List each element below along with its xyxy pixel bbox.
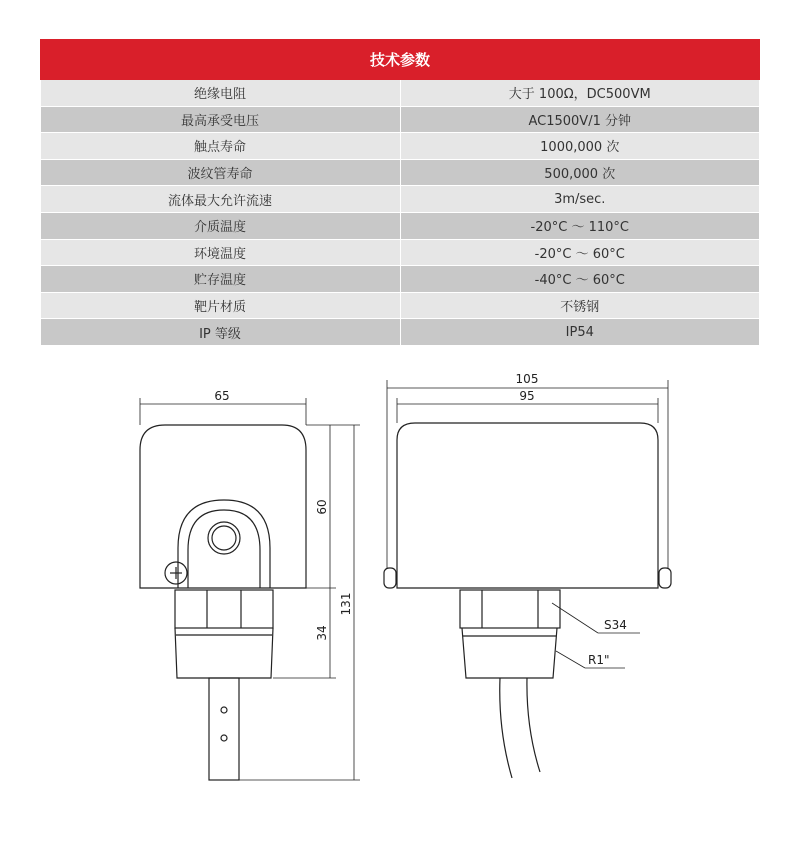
table-row: [41, 239, 760, 266]
row-value: 大于 100Ω，DC500VM: [400, 80, 760, 107]
row-value: -40°C ～ 60°C: [400, 266, 760, 293]
dimension-drawing: [0, 360, 800, 859]
table-row: [41, 266, 760, 293]
row-label: 靶片材质: [41, 292, 401, 319]
row-value: 500,000 次: [400, 159, 760, 186]
table-row: [41, 159, 760, 186]
side-view: [140, 398, 360, 780]
table-row: [41, 212, 760, 239]
row-value: IP54: [400, 319, 760, 346]
dim-front-width-inner: 95: [519, 389, 535, 403]
row-label: 绝缘电阻: [41, 80, 401, 107]
table-row: [41, 80, 760, 107]
row-label: 触点寿命: [41, 133, 401, 160]
row-value: 1000,000 次: [400, 133, 760, 160]
row-label: 流体最大允许流速: [41, 186, 401, 213]
dim-side-height-top: 60: [315, 499, 329, 515]
table-row: [41, 186, 760, 213]
row-label: IP 等级: [41, 319, 401, 346]
row-label: 贮存温度: [41, 266, 401, 293]
table-header: 技术参数: [41, 40, 760, 80]
label-thread: R1": [588, 653, 610, 667]
row-value: 不锈钢: [400, 292, 760, 319]
table-row: [41, 133, 760, 160]
row-label: 波纹管寿命: [41, 159, 401, 186]
label-hex: S34: [604, 618, 627, 632]
row-value: 3m/sec.: [400, 186, 760, 213]
table-row: [41, 106, 760, 133]
row-label: 环境温度: [41, 239, 401, 266]
table-row: [41, 319, 760, 346]
front-view: [384, 380, 671, 778]
dim-side-height-total: 131: [339, 592, 353, 616]
row-label: 最高承受电压: [41, 106, 401, 133]
spec-table: [40, 39, 760, 346]
row-label: 介质温度: [41, 212, 401, 239]
row-value: AC1500V/1 分钟: [400, 106, 760, 133]
dim-side-height-thread: 34: [315, 625, 329, 641]
table-row: [41, 292, 760, 319]
row-value: -20°C ～ 110°C: [400, 212, 760, 239]
row-value: -20°C ～ 60°C: [400, 239, 760, 266]
dim-front-width-outer: 105: [515, 372, 539, 386]
dim-side-width: 65: [214, 389, 230, 403]
